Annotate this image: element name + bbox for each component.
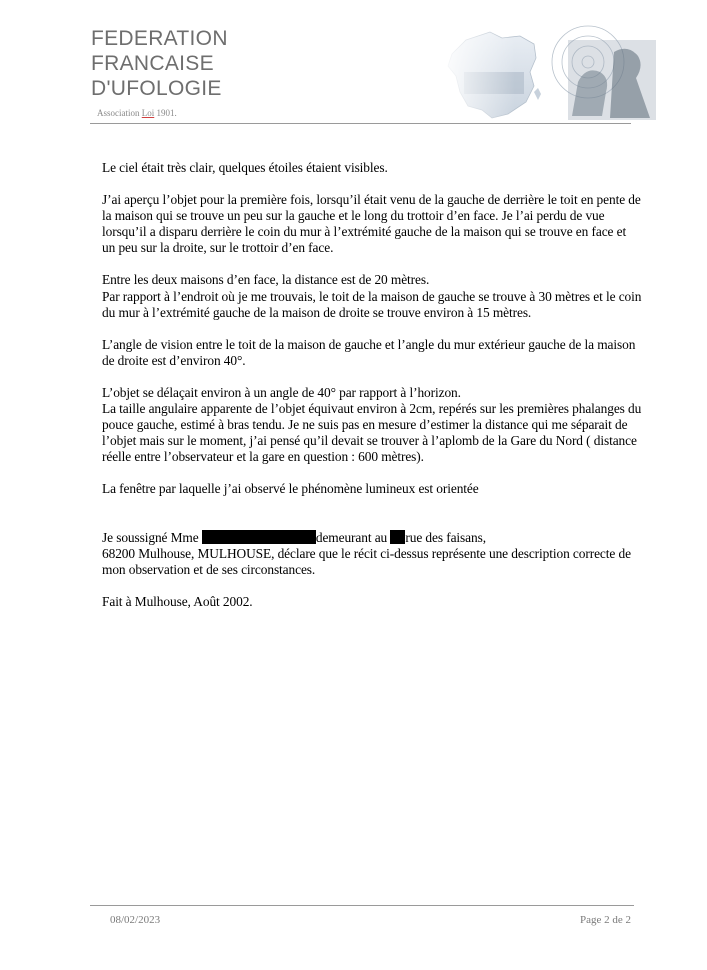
header-logo-image bbox=[438, 22, 658, 124]
organization-name bbox=[91, 26, 228, 101]
declaration-line-2: 68200 Mulhouse, MULHOUSE, déclare que le récit ci-dessus représente une description correcte de mon observation et de ses circonstances. bbox=[102, 545, 631, 577]
paragraph-closing: Fait à Mulhouse, Août 2002. bbox=[102, 593, 253, 609]
distances-line-2: Par rapport à l’endroit où je me trouvais, le toit de la maison de gauche se trouve à 30 mètres et le coin du mur à l’extrémité gauche de la maison de droite se trouve environ à 15 mètres. bbox=[102, 288, 642, 320]
paragraph-first-sighting: J’ai aperçu l’objet pour la première fois, lorsqu’il était venu de la gauche de derrière le toit en pente de la maison qui se trouve un peu sur la gauche et le long du trottoir d’en face. Je l’ai perdu de vue lorsqu’il a disparu derrière le coin du mur à l’extrémité gauche de la maison qui se trouve en face et un peu sur la droite, sur le trottoir d’en face. bbox=[102, 192, 641, 256]
footer-page-number: Page 2 de 2 bbox=[579, 914, 631, 926]
declaration-part-3: rue des faisans, bbox=[405, 529, 486, 545]
paragraph-window: La fenêtre par laquelle j’ai observé le phénomène lumineux est orientée bbox=[102, 481, 479, 497]
paragraph-sky: Le ciel était très clair, quelques étoiles étaient visibles. bbox=[102, 160, 388, 175]
organization-name-line-1: FEDERATION bbox=[91, 27, 228, 50]
footer-date: 08/02/2023 bbox=[110, 914, 161, 926]
paragraph-vision-angle: L’angle de vision entre le toit de la maison de gauche et l’angle du mur extérieur gauche de la maison de droite est d’environ 40°. bbox=[102, 336, 636, 368]
object-angle-line-2: La taille angulaire apparente de l’objet équivaut environ à 2cm, repérés sur les premières phalanges du pouce gauche, estimé à bras tendu. Je ne suis pas en mesure d’estimer la distance qui me séparait de l’objet mais sur le moment, j’ai pensé qu’il devait se trouver à l’aplomb de la Gare du Nord ( distance réelle entre l’observateur et la gare en question : 600 mètres). bbox=[102, 401, 642, 465]
redacted-name bbox=[202, 530, 316, 544]
organization-name-line-2: FRANCAISE bbox=[91, 52, 214, 75]
declaration-part-2: demeurant au bbox=[315, 529, 391, 545]
document-body bbox=[102, 160, 642, 626]
paragraph-object-angle bbox=[102, 385, 642, 465]
paragraph-distances bbox=[102, 272, 642, 320]
paragraph-declaration bbox=[102, 530, 642, 578]
subtitle-suffix: 1901. bbox=[154, 108, 177, 118]
footer-divider bbox=[90, 905, 634, 906]
association-subtitle bbox=[97, 108, 177, 118]
redacted-house-number bbox=[390, 530, 405, 544]
subtitle-underlined-word: Loi bbox=[141, 108, 155, 118]
subtitle-prefix: Association bbox=[97, 108, 142, 118]
organization-name-line-3: D'UFOLOGIE bbox=[91, 77, 222, 100]
header-divider bbox=[90, 123, 631, 124]
distances-line-1: Entre les deux maisons d’en face, la distance est de 20 mètres. bbox=[102, 272, 430, 288]
declaration-part-1: Je soussigné Mme bbox=[102, 529, 202, 545]
object-angle-line-1: L’objet se délaçait environ à un angle de 40° par rapport à l’horizon. bbox=[102, 384, 461, 400]
